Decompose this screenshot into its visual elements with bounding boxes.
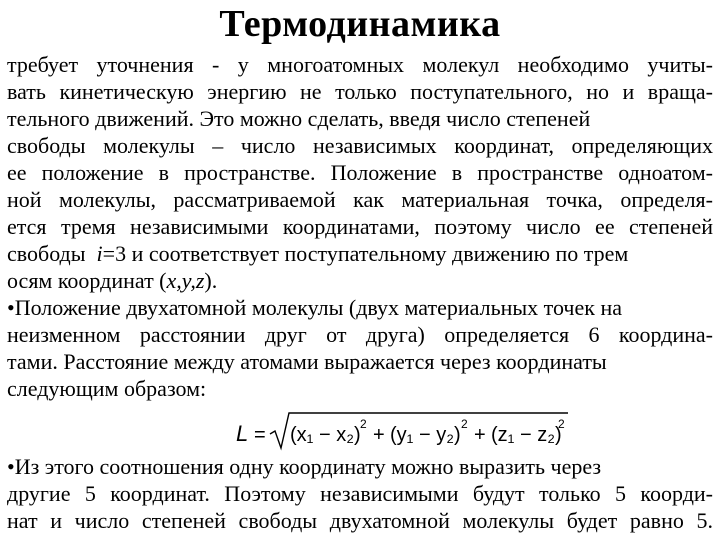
formula-plus-1: + — [373, 424, 385, 446]
line8-prefix: свободы — [7, 241, 97, 266]
text-line-4: свободы молекулы – число независимых координат, определяющих — [7, 133, 713, 158]
formula-term-x: (x₁ − x₂) — [290, 424, 361, 446]
text-line-2: вать кинетическую энергию не только поступательного, но и враща- — [7, 79, 713, 104]
bullet1-line-2: неизменном расстоянии друг от друга) определяется 6 координа- — [7, 322, 713, 347]
line9-suffix: ). — [204, 268, 218, 293]
formula-power-y: 2 — [461, 417, 468, 431]
line9-prefix: осям координат ( — [7, 268, 167, 293]
text-line-6: ной молекулы, рассматриваемой как материальная точка, определя- — [7, 187, 713, 212]
slide-title: Термодинамика — [219, 3, 501, 45]
distance-formula — [232, 410, 572, 454]
coordinate-variables: x,y,z — [166, 268, 205, 293]
bullet2-line-2: другие 5 координат. Поэтому независимыми будут только 5 коорди- — [7, 481, 713, 506]
formula-term-y: (y₁ − y₂) — [390, 424, 461, 446]
formula-power-z: 2 — [558, 417, 565, 431]
formula-plus-2: + — [474, 424, 486, 446]
text-line-5: ее положение в пространстве. Положение в пространстве одноатом- — [7, 160, 713, 185]
bullet1-line-1: •Положение двухатомной молекулы (двух материальных точек на — [7, 295, 622, 320]
text-line-3: тельного движений. Это можно сделать, введя число степеней — [7, 106, 591, 131]
formula-equals: = — [254, 424, 266, 446]
degrees-of-freedom-variable: i — [96, 241, 103, 266]
bullet2-line-1: •Из этого соотношения одну координату можно выразить через — [7, 454, 602, 479]
line8-suffix: =3 и соответствует поступательному движению по трем — [102, 241, 629, 266]
bullet2-line-3: нат и число степеней свободы двухатомной молекулы будет равно 5. — [7, 508, 713, 533]
bullet1-line-3: тами. Расстояние между атомами выражается через координаты — [7, 349, 607, 374]
text-line-7: ется тремя независимыми координатами, поэтому число ее степеней — [7, 214, 713, 239]
formula-lhs: L — [236, 421, 249, 446]
text-line-9 — [7, 268, 217, 294]
bullet1-line-4: следующим образом: — [7, 376, 207, 401]
text-line-1: требует уточнения - у многоатомных молекул необходимо учиты- — [7, 52, 713, 77]
text-line-8 — [7, 241, 628, 267]
formula-power-x: 2 — [360, 417, 367, 431]
formula-term-z: (z₁ − z₂) — [491, 424, 562, 446]
